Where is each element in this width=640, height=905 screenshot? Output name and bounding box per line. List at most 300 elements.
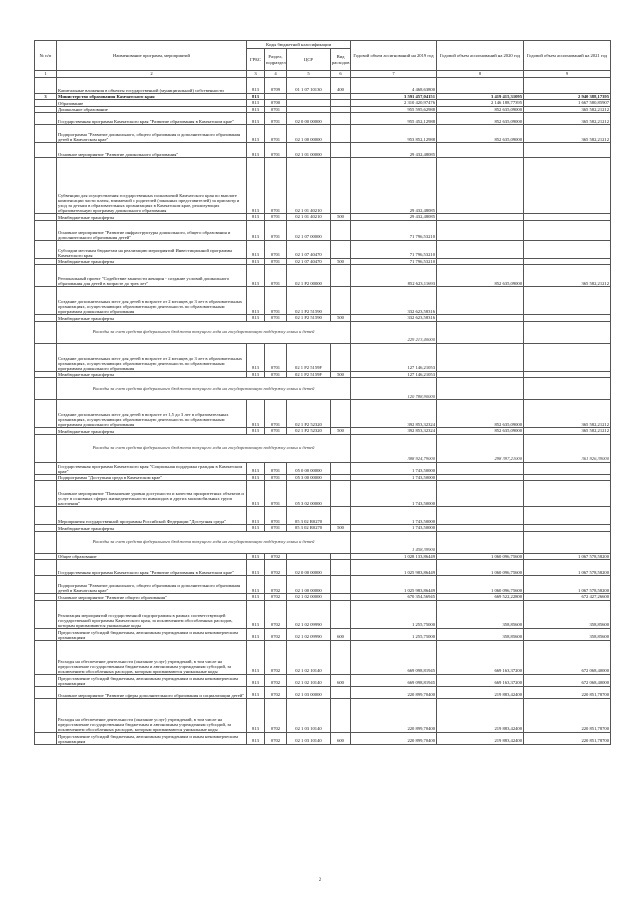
cell-2020: 852 635,09000 [437,265,524,287]
cell-csr: 02 1 02 09990 [287,600,331,628]
cell-grbs: 813 [247,93,265,100]
cell-rzpr: 0702 [265,560,287,576]
cell-grbs: 813 [247,400,265,428]
cell-name: Предоставление субсидий бюджетным, автономным учреждениям и иным некоммерческим организациям [57,628,247,640]
cell-2020: 669 163,37200 [437,640,524,674]
cell-2021: 220 851,78700 [524,698,611,732]
cell-name: Межбюджетные трансферты [57,214,247,221]
table-row [35,265,611,287]
cell-2020: 852 635,09000 [437,428,524,435]
cell-2020: 852 635,09000 [437,400,524,428]
table-row [35,628,611,640]
cell-grbs: 813 [247,594,265,601]
cell-grbs: 813 [247,525,265,532]
cell-2020: 1 060 096,75600 [437,576,524,594]
cell-2019: 3 591 457,04151 [351,93,437,100]
cell-num [35,400,57,428]
table-row [35,462,611,474]
cell-name: Государственная программа Камчатского края "Развитие образования в Камчатском крае" [57,560,247,576]
cell-grbs: 813 [247,240,265,258]
cell-grbs: 813 [247,343,265,371]
cell-2021 [524,321,611,343]
cell-csr: 02 0 00 00000 [287,113,331,125]
cell-empty [35,378,57,400]
cell-2020 [437,343,524,371]
cell-csr: 02 1 02 09990 [287,628,331,640]
cell-2020 [437,287,524,315]
cell-rzpr: 0701 [265,158,287,214]
cell-csr: 02 1 01 40210 [287,214,331,221]
cell-csr: 02 1 00 00000 [287,125,331,143]
cell-2019: 955 595,62988 [351,106,437,113]
cell-grbs: 813 [247,77,265,93]
table-row [35,576,611,594]
cell-rzpr: 0701 [265,428,287,435]
cell-2019: 332 623,58316 [351,315,437,322]
cell-2021: 1 067 578,58200 [524,553,611,560]
table-note-row [35,378,611,400]
cell-2021: 672 427,26600 [524,594,611,601]
cell-name: Предоставление субсидий бюджетным, автономным учреждениям и иным некоммерческим организациям [57,674,247,686]
table-row [35,686,611,698]
cell-rzpr: 0700 [265,100,287,107]
cell-empty [35,531,57,553]
cell-vr [331,640,351,674]
col-index: 8 [437,71,524,78]
cell-2019: 220 899,70400 [351,698,437,732]
cell-name: Межбюджетные трансферты [57,428,247,435]
cell-name: Дошкольное образование [57,106,247,113]
table-row [35,287,611,315]
cell-name: Межбюджетные трансферты [57,315,247,322]
cell-grbs: 813 [247,732,265,744]
cell-grbs: 813 [247,258,265,265]
cell-csr: 02 0 00 00000 [287,560,331,576]
cell-2020 [437,77,524,93]
cell-2019: 29 432,48085 [351,214,437,221]
cell-2019: 392 853,32324 [351,400,437,428]
cell-2019: 852 623,11693 [351,265,437,287]
cell-2019: 1 458,39900 [351,531,437,553]
table-row [35,143,611,158]
cell-num [35,600,57,628]
cell-grbs: 813 [247,576,265,594]
cell-rzpr: 0709 [265,77,287,93]
cell-2019: 669 098,81945 [351,674,437,686]
cell-vr [331,698,351,732]
cell-grbs: 813 [247,371,265,378]
cell-num [35,158,57,214]
cell-csr: 02 1 P2 00000 [287,265,331,287]
cell-num [35,640,57,674]
cell-2021 [524,531,611,553]
cell-vr [331,113,351,125]
cell-2020: 219 883,42400 [437,698,524,732]
cell-csr: 02 1 07 00000 [287,220,331,240]
cell-name: Образование [57,100,247,107]
cell-csr: 02 1 02 10140 [287,674,331,686]
cell-num [35,462,57,474]
cell-vr [331,143,351,158]
table-row [35,600,611,628]
cell-2021: 361 926,39000 [524,434,611,462]
cell-num [35,343,57,371]
col-header-num: № п/п [35,41,57,71]
table-row [35,400,611,428]
cell-2021 [524,158,611,214]
cell-grbs: 813 [247,113,265,125]
cell-2020: 852 635,09000 [437,113,524,125]
table-row [35,481,611,507]
cell-csr: 02 1 P2 52320 [287,428,331,435]
col-index: 6 [331,71,351,78]
table-note-row [35,321,611,343]
cell-csr: 02 1 01 40210 [287,158,331,214]
col-header-2021: Годовой объем ассигнований на 2021 год [524,41,611,71]
cell-num [35,507,57,525]
cell-vr: 500 [331,214,351,221]
cell-2021 [524,343,611,371]
cell-name: Основное мероприятие "Развитие инфраструктуры дошкольного, общего образования и дополнительного образования детей" [57,220,247,240]
cell-2020: 1 060 096,75600 [437,553,524,560]
cell-name: Основное мероприятие "Развитие дошкольного образования" [57,143,247,158]
cell-grbs: 813 [247,600,265,628]
cell-name: Мероприятия государственной программы Российской Федерации "Доступная среда" [57,507,247,525]
cell-grbs: 813 [247,507,265,525]
cell-vr: 500 [331,258,351,265]
cell-vr [331,158,351,214]
cell-2021: 358,85600 [524,600,611,628]
col-header-codes-group: Коды бюджетной классификации [247,41,351,49]
cell-rzpr: 0702 [265,686,287,698]
cell-grbs: 813 [247,474,265,481]
cell-csr: 02 1 01 00000 [287,143,331,158]
cell-vr [331,576,351,594]
cell-2021: 220 851,78700 [524,686,611,698]
cell-num [35,265,57,287]
cell-num [35,732,57,744]
cell-rzpr: 0702 [265,628,287,640]
cell-num [35,481,57,507]
table-row [35,640,611,674]
col-index: 7 [351,71,437,78]
cell-csr: 01 1 07 10130 [287,77,331,93]
table-row [35,240,611,258]
col-header-csr: ЦСР [287,49,331,71]
cell-2019: 127 146,21053 [351,371,437,378]
cell-grbs: 813 [247,265,265,287]
cell-2020: 669 522,22800 [437,594,524,601]
cell-vr [331,462,351,474]
cell-rzpr: 0701 [265,474,287,481]
cell-num [35,143,57,158]
cell-2019: 29 432,48085 [351,158,437,214]
cell-csr: 05 0 00 00000 [287,462,331,474]
cell-2020 [437,220,524,240]
cell-2020: 3 419 415,31095 [437,93,524,100]
col-header-grbs: ГРБС [247,49,265,71]
cell-csr: 02 1 07 40470 [287,258,331,265]
table-row [35,77,611,93]
cell-2019: 120 788,90000 [351,378,437,400]
cell-vr [331,220,351,240]
cell-grbs: 813 [247,698,265,732]
cell-grbs: 813 [247,158,265,214]
cell-name: Расходы на обеспечение деятельности (оказание услуг) учреждений, в том числе на предоставление государственным бюджетным и автономным учреждениям субсидий, за исключением обособленных расходов, которым присваиваются уникальные коды [57,698,247,732]
cell-num [35,113,57,125]
cell-2020: 669 163,37200 [437,674,524,686]
col-index: 2 [57,71,247,78]
cell-2019: 1 743,50000 [351,481,437,507]
cell-2019: 1 743,50000 [351,507,437,525]
cell-2021: 1 667 580,85907 [524,100,611,107]
cell-name: Расходы на обеспечение деятельности (оказание услуг) учреждений, в том числе на предоставление государственным бюджетным и автономным учреждениям субсидий, за исключением обособленных расходов, которым присваиваются уникальные коды [57,640,247,674]
cell-rzpr: 0701 [265,258,287,265]
cell-rzpr: 0701 [265,371,287,378]
cell-empty [35,434,57,462]
cell-2021: 672 068,40000 [524,674,611,686]
cell-name: Общее образование [57,553,247,560]
table-row [35,158,611,214]
cell-note: Расходы за счет средств федерального бюджета текущего года на государственную поддержку семьи и детей [57,434,351,462]
cell-rzpr: 0702 [265,576,287,594]
cell-rzpr: 0702 [265,553,287,560]
cell-2020: 852 635,09000 [437,106,524,113]
cell-2021: 358,85600 [524,628,611,640]
cell-2021 [524,220,611,240]
cell-2021 [524,287,611,315]
col-index: 1 [35,71,57,78]
table-row [35,560,611,576]
cell-name: Государственная программа Камчатского края "Развитие образования в Камчатском крае" [57,113,247,125]
cell-2019: 220 899,70400 [351,732,437,744]
cell-2021 [524,462,611,474]
cell-grbs: 813 [247,214,265,221]
cell-num [35,628,57,640]
cell-2019: 4 468,63800 [351,77,437,93]
cell-2019: 71 796,53210 [351,220,437,240]
cell-csr: 02 1 P2 51590 [287,287,331,315]
cell-2019: 1 255,75000 [351,600,437,628]
cell-2020 [437,507,524,525]
page-number: 2 [318,878,322,883]
cell-csr: 02 1 02 00000 [287,594,331,601]
cell-vr [331,265,351,287]
cell-rzpr: 0701 [265,240,287,258]
cell-rzpr: 0701 [265,265,287,287]
cell-2020 [437,378,524,400]
table-row [35,343,611,371]
cell-name: Основное мероприятие "Развитие общего образования" [57,594,247,601]
cell-rzpr: 0701 [265,106,287,113]
cell-grbs: 813 [247,315,265,322]
cell-2019: 220 899,70400 [351,686,437,698]
cell-rzpr: 0701 [265,113,287,125]
cell-vr: 500 [331,371,351,378]
cell-grbs: 813 [247,481,265,507]
cell-name: Подпрограмма "Доступная среда в Камчатском крае" [57,474,247,481]
cell-csr: 02 1 02 10140 [287,640,331,674]
cell-csr: 02 1 P2 52320 [287,400,331,428]
cell-note: Расходы за счет средств федерального бюджета текущего года на государственную поддержку семьи и детей [57,321,351,343]
cell-grbs: 813 [247,674,265,686]
cell-num [35,77,57,93]
cell-name: Субсидии местным бюджетам на реализацию мероприятий Инвестиционной программы Камчатского края [57,240,247,258]
cell-num [35,674,57,686]
cell-name: Создание дополнительных мест для детей в возрасте от 1,5 до 3 лет в образовательных организациях, осуществляющих образовательную деятельность по образовательным программам дошкольного образования [57,400,247,428]
cell-2021 [524,143,611,158]
cell-csr: 02 1 07 40470 [287,240,331,258]
cell-2019: 2 310 420,97476 [351,100,437,107]
cell-rzpr: 0701 [265,315,287,322]
cell-csr: 02 1 P2 51590 [287,315,331,322]
cell-vr [331,240,351,258]
cell-csr: 05 3 02 R0270 [287,507,331,525]
table-row [35,113,611,125]
cell-name: Основное мероприятие "Повышение уровня доступности и качества приоритетных объектов и услуг в основных сферах жизнедеятельности инвалидов и других маломобильных групп населения" [57,481,247,507]
cell-2021 [524,240,611,258]
cell-2019: 1 025 983,86449 [351,576,437,594]
cell-vr: 500 [331,315,351,322]
cell-name: Межбюджетные трансферты [57,525,247,532]
cell-name: Субвенции для осуществления государственных полномочий Камчатского края по выплате компенсации части платы, взимаемой с родителей (законных представителей) за присмотр и уход за детьми в образовательных организациях в Камчатском крае, реализующих образовательную программу дошкольного образования [57,158,247,214]
cell-grbs: 813 [247,628,265,640]
cell-note: Расходы за счет средств федерального бюджета текущего года на государственную поддержку семьи и детей [57,378,351,400]
cell-name: Межбюджетные трансферты [57,258,247,265]
cell-2019: 669 098,81945 [351,640,437,674]
cell-rzpr: 0702 [265,732,287,744]
cell-2019: 127 146,21053 [351,343,437,371]
cell-rzpr: 0701 [265,343,287,371]
cell-num [35,560,57,576]
cell-2020: 358,85600 [437,600,524,628]
cell-rzpr: 0701 [265,214,287,221]
cell-rzpr: 0701 [265,400,287,428]
cell-2020: 1 060 096,75600 [437,560,524,576]
cell-rzpr: 0702 [265,674,287,686]
cell-rzpr: 0702 [265,594,287,601]
cell-csr: 02 1 03 10140 [287,732,331,744]
cell-grbs: 813 [247,462,265,474]
cell-2020 [437,240,524,258]
cell-rzpr: 0701 [265,125,287,143]
col-header-2019: Годовой объем ассигнований на 2019 год [351,41,437,71]
cell-2019: 955 452,12988 [351,113,437,125]
cell-rzpr: 0701 [265,287,287,315]
cell-csr: 02 1 P2 5159F [287,343,331,371]
cell-2020 [437,321,524,343]
cell-vr [331,125,351,143]
table-note-row [35,531,611,553]
cell-name: Основное мероприятие "Развитие сферы дополнительного образования и социализации детей" [57,686,247,698]
cell-2021: 1 067 578,58200 [524,560,611,576]
table-row [35,507,611,525]
cell-vr: 600 [331,732,351,744]
cell-vr [331,481,351,507]
cell-rzpr: 0701 [265,462,287,474]
col-index: 3 [247,71,265,78]
cell-2021 [524,481,611,507]
cell-name: Региональный проект "Содействие занятости женщин - создание условий дошкольного образования для детей в возрасте до трех лет" [57,265,247,287]
cell-grbs: 813 [247,100,265,107]
cell-2019: 1 025 983,86449 [351,560,437,576]
cell-rzpr: 0702 [265,698,287,732]
cell-2019: 1 743,50000 [351,474,437,481]
cell-vr: 600 [331,674,351,686]
col-index: 9 [524,71,611,78]
cell-name: Создание дополнительных мест для детей в возрасте от 2 месяцев до 3 лет в образовательных организациях, осуществляющих образовательную деятельность по образовательным программам дошкольного образования [57,343,247,371]
cell-2021 [524,77,611,93]
cell-2019: 953 852,12988 [351,125,437,143]
col-header-2020: Годовой объем ассигнований на 2020 год [437,41,524,71]
cell-name: Подпрограмма "Развитие дошкольного, общего образования и дополнительного образования детей в Камчатском крае" [57,125,247,143]
cell-csr: 02 1 00 00000 [287,576,331,594]
cell-2019: 29 432,48085 [351,143,437,158]
cell-2020: 219 883,42400 [437,686,524,698]
cell-num [35,220,57,240]
col-header-name: Наименование программ, мероприятий [57,41,247,71]
cell-rzpr: 0701 [265,507,287,525]
cell-vr: 500 [331,428,351,435]
cell-2019: 1 743,50000 [351,525,437,532]
cell-grbs: 813 [247,143,265,158]
cell-vr [331,600,351,628]
cell-grbs: 813 [247,640,265,674]
cell-name: Создание дополнительных мест для детей в возрасте от 2 месяцев до 3 лет в образовательных организациях, осуществляющих образовательную деятельность по образовательным программам дошкольного образования [57,287,247,315]
cell-name: Предоставление субсидий бюджетным, автономным учреждениям и иным некоммерческим организациям [57,732,247,744]
cell-name: Межбюджетные трансферты [57,371,247,378]
cell-2020 [437,462,524,474]
cell-vr: 500 [331,525,351,532]
table-row [35,125,611,143]
table-row [35,732,611,744]
cell-2020: 358,85600 [437,628,524,640]
cell-name: Реализация мероприятий государственной подпрограммы в рамках соответствующей государственной программы Камчатского края, за исключением обособленных расходов, которым присваиваются уникальные коды [57,600,247,628]
cell-2021: 365 582,21212 [524,125,611,143]
cell-vr [331,400,351,428]
cell-csr: 02 1 03 00000 [287,686,331,698]
cell-vr [331,287,351,315]
table-note-row [35,434,611,462]
cell-vr: 600 [331,628,351,640]
cell-2020 [437,531,524,553]
cell-2021 [524,378,611,400]
table-body [35,77,611,744]
cell-2019: 392 853,32324 [351,428,437,435]
cell-2019: 71 796,53210 [351,240,437,258]
cell-rzpr: 0701 [265,481,287,507]
cell-vr [331,560,351,576]
cell-2019: 332 623,58316 [351,287,437,315]
cell-empty [35,321,57,343]
cell-2021: 220 851,78700 [524,732,611,744]
cell-2020: 298 397,21000 [437,434,524,462]
col-index: 5 [287,71,331,78]
cell-2019: 1 255,75000 [351,628,437,640]
cell-grbs: 813 [247,686,265,698]
cell-2020: 2 146 188,77395 [437,100,524,107]
cell-2019: 1 743,50000 [351,462,437,474]
cell-grbs: 813 [247,287,265,315]
table-row [35,220,611,240]
cell-num: 3 [35,93,57,100]
table-row [35,698,611,732]
cell-note: Расходы за счет средств федерального бюджета текущего года на государственную поддержку семьи и детей [57,531,351,553]
cell-num [35,686,57,698]
cell-2020 [437,158,524,214]
cell-2020: 219 883,42400 [437,732,524,744]
cell-2021 [524,507,611,525]
